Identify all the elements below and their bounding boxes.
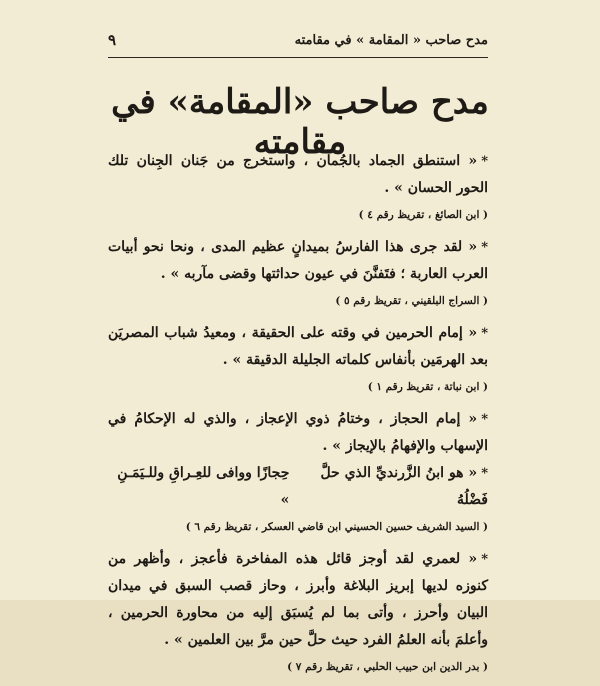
verse-first-hemistich (289, 460, 488, 514)
asterisk-bullet-icon: * (481, 412, 488, 427)
running-header (108, 31, 488, 58)
endorsement-item (108, 148, 488, 225)
endorsement-item (108, 234, 488, 311)
running-title: مدح صاحب « المقامة » في مقامته (294, 33, 488, 48)
endorsement-item (108, 460, 488, 537)
asterisk-bullet-icon: * (481, 240, 488, 255)
endorsement-quote (108, 320, 488, 374)
asterisk-bullet-icon: * (481, 466, 488, 481)
endorsement-item (108, 320, 488, 397)
endorsement-credit: ( بدر الدين ابن حبيب الحلبي ، تقريظ رقم ٧ ) (287, 661, 488, 673)
asterisk-bullet-icon: * (481, 154, 488, 169)
endorsement-quote (108, 234, 488, 288)
quote-text: « إمام الحجاز ، وختامُ ذوي الإعجاز ، والذي له الإحكامُ في الإسهاب والإفهامُ بالإيجاز » . (108, 411, 488, 454)
endorsement-quote (108, 406, 488, 460)
quote-text: « لعمري لقد أوجز قائل هذه المفاخرة فأعجز ، وأظهر من كنوزه لديها إبريز البلاغة وأبرز ، وحاز قصب السبق في ميدان البيان وأحرز ، وأتى بما لم يُسبَق إليه من محاورة الحرمين ، وأعلمَ بأنه العلمُ الفرد حيث حلَّ حين مرَّ بين العلمين » . (108, 551, 488, 648)
poetry-verse (108, 460, 488, 514)
chapter-title: مدح صاحب «المقامة» في مقامته (111, 82, 489, 162)
endorsement-item (108, 546, 488, 677)
verse-second-hemistich: حِجازًا ووافى للعِـراقِ وللـيَمَـنِ » (117, 465, 290, 508)
endorsements-list (108, 148, 488, 686)
quote-text: « استنطق الجماد بالجُمان ، واستخرج من جَنان الجِنان تلك الحور الحسان » . (108, 153, 488, 196)
endorsement-credit: ( السيد الشريف حسين الحسيني ابن قاضي العسكر ، تقريظ رقم ٦ ) (185, 521, 488, 533)
page-number: ٩ (108, 31, 117, 49)
endorsement-quote (108, 546, 488, 654)
quote-text: « إمام الحرمين في وقته على الحقيقة ، ومعيدُ شباب المصريَن بعد الهرمَين بأنفاس كلماته الجليلة الدقيقة » . (108, 325, 488, 368)
verse-a-text: « هو ابنُ الزَّرنديِّ الذي حلَّ فَضْلُهُ (320, 465, 488, 508)
endorsement-item (108, 406, 488, 460)
quote-text: « لقد جرى هذا الفارسُ بميدانٍ عظيم المدى ، ونحا نحو أبيات العرب العاربة ؛ فتَفنَّنَ في عيون حداثتها وقضى مآربه » . (108, 239, 488, 282)
asterisk-bullet-icon: * (481, 326, 488, 341)
endorsement-credit: ( ابن الصائغ ، تقريظ رقم ٤ ) (358, 209, 488, 221)
asterisk-bullet-icon: * (481, 552, 488, 567)
endorsement-credit: ( ابن نباتة ، تقريظ رقم ١ ) (367, 381, 488, 393)
endorsement-quote (108, 148, 488, 202)
endorsement-credit: ( السراج البلقيني ، تقريظ رقم ٥ ) (335, 295, 488, 307)
